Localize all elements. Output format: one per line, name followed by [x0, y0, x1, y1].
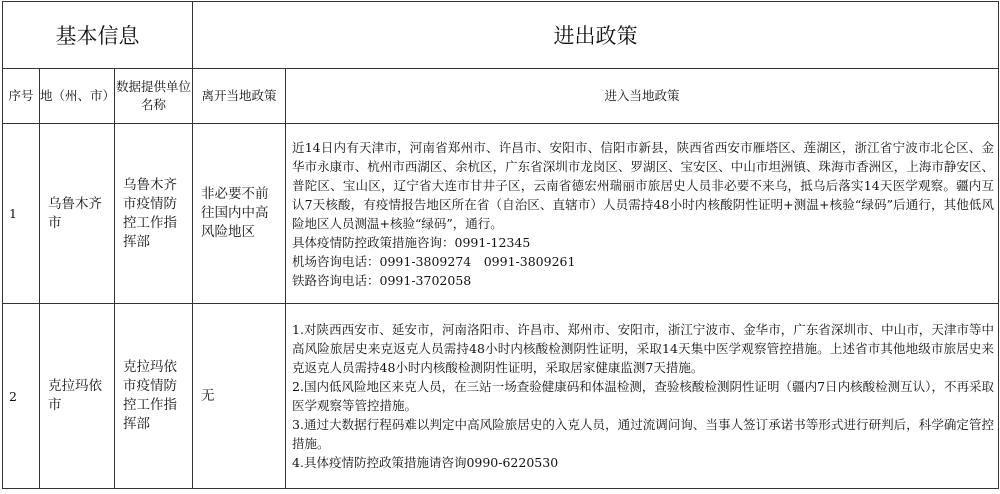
row-region: 乌鲁木齐市 [40, 124, 115, 304]
row-leave-policy: 非必要不前往国内中高风险地区 [193, 124, 286, 304]
col-provider-header: 数据提供单位名称 [115, 69, 193, 124]
policy-item-3: 3.通过大数据行程码难以判定中高风险旅居史的入克人员，通过流调问询、当事人签订承诺书等形式进行研判后，科学确定管控措施。 [292, 417, 995, 451]
col-region-header: 地（州、市） [40, 69, 115, 124]
row-region: 克拉玛依市 [40, 304, 115, 489]
policy-item-2: 2.国内低风险地区来克人员，在三站一场查验健康码和体温检测，查验核酸检测阴性证明（疆内7日内核酸检测互认），不再采取医学观察等管控措施。 [292, 379, 995, 413]
col-enter-header: 进入当地政策 [286, 69, 999, 124]
policy-hotline: 具体疫情防控政策措施咨询：0991-12345 [292, 234, 531, 250]
airport-hotline: 机场咨询电话：0991-3809274 0991-3809261 [292, 253, 576, 269]
basic-info-header: 基本信息 [3, 2, 193, 69]
policy-item-1: 1.对陕西西安市、延安市，河南洛阳市、许昌市、郑州市、安阳市，浙江宁波市、金华市，广东省深圳市、中山市，天津市等中高风险旅居史来克返克人员需持48小时内核酸检测阴性证明，采取14天集中医学观察管控措施。上述省市其他地级市旅居史来克返克人员需持48小时内核酸检测阴性证明，采取居家健康监测7天措施。 [292, 322, 995, 375]
row-provider: 克拉玛依市疫情防控工作指挥部 [115, 304, 193, 489]
column-header-row [3, 69, 999, 124]
row-leave-policy: 无 [193, 304, 286, 489]
row-seq: 1 [3, 124, 40, 304]
row-seq: 2 [3, 304, 40, 489]
row-enter-policy [286, 124, 999, 304]
table-row [3, 124, 999, 304]
col-seq-header: 序号 [3, 69, 40, 124]
row-enter-policy [286, 304, 999, 489]
policy-item-4: 4.具体疫情防控政策措施请咨询0990-6220530 [292, 455, 559, 470]
policy-table [2, 1, 999, 489]
row-provider: 乌鲁木齐市疫情防控工作指挥部 [115, 124, 193, 304]
table-row [3, 304, 999, 489]
policy-paragraph: 近14日内有天津市，河南省郑州市、许昌市、安阳市、信阳市新县，陕西省西安市雁塔区、莲湖区，浙江省宁波市北仑区、金华市永康市、杭州市西湖区、余杭区，广东省深圳市龙岗区、罗湖区、宝安区、中山市坦洲镇、珠海市香洲区，上海市静安区、普陀区、宝山区，辽宁省大连市甘井子区，云南省德宏州瑞丽市旅居史人员非必要不来乌，抵乌后落实14天医学观察。疆内互认7天核酸，有疫情报告地区所在省（自治区、直辖市）人员需持48小时内核酸阴性证明+测温+核验“绿码”后通行，其他低风险地区人员测温+核验“绿码”，通行。 [292, 139, 995, 231]
col-leave-header: 离开当地政策 [193, 69, 286, 124]
policy-header: 进出政策 [193, 2, 999, 69]
section-header-row [3, 2, 999, 69]
railway-hotline: 铁路咨询电话：0991-3702058 [292, 272, 472, 288]
